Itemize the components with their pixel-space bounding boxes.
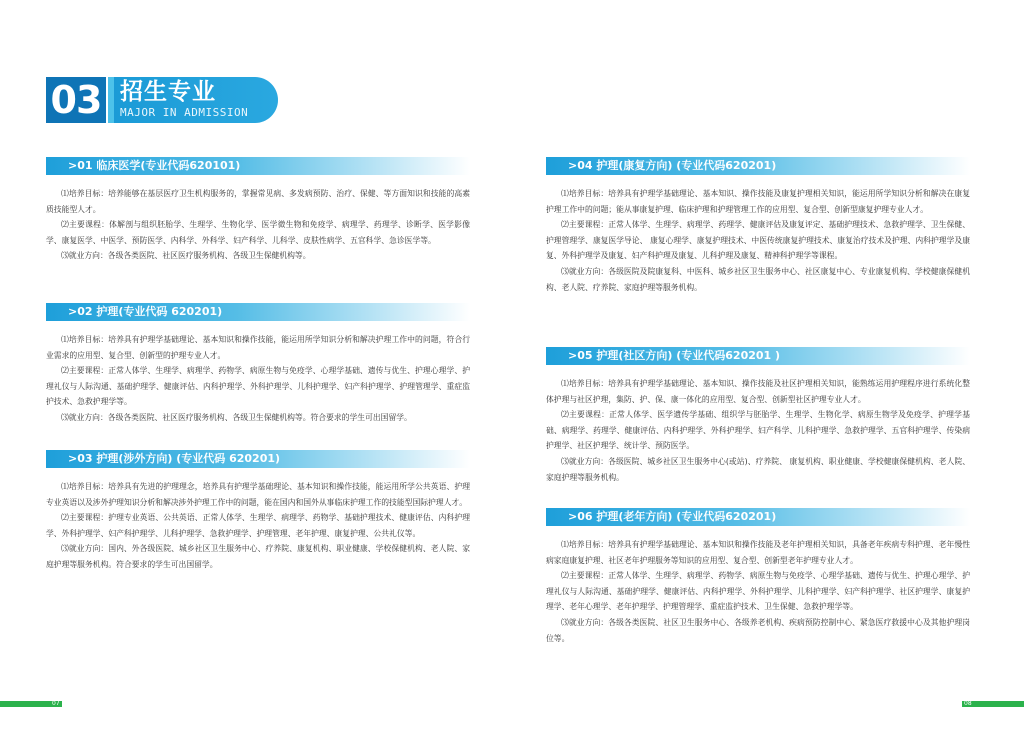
- header-bar-accent: [108, 77, 114, 123]
- section-title-02: >02 护理(专业代码 620201): [46, 303, 470, 321]
- section-title-03: >03 护理(涉外方向) (专业代码 620201): [46, 450, 470, 468]
- section-body-02: [46, 332, 470, 426]
- page-number: 07: [52, 700, 60, 707]
- paragraph: ⑴培养目标：培养具有护理学基础理论、基本知识、操作技能及社区护理相关知识，能熟练运用护理程序进行系统化整体护理与社区护理，集防、护、保、康一体化的应用型、复合型、创新型社区护理专业人才。: [546, 379, 970, 404]
- section-body-06: [546, 537, 970, 646]
- section-body-03: [46, 479, 470, 573]
- paragraph: ⑶就业方向：各级医院及院康复科、中医科、城乡社区卫生服务中心、社区康复中心、专业康复机构、学校健康保健机构、老人院、疗养院、家庭护理等服务机构。: [546, 266, 970, 292]
- header-subtitle: MAJOR IN ADMISSION: [120, 106, 249, 119]
- paragraph: ⑵主要课程：正常人体学、生理学、病理学、药物学、病原生物与免疫学、心理学基础、遗传与优生、护理心理学、护理礼仪与人际沟通、基础护理学、健康评估、内科护理学、外科护理学、儿科护理学、妇产科护理学、社区护理学、康复护理学、老年心理学、老年护理学、护理管理学、重症监护技术、卫生保健、急救护理学等。: [546, 571, 970, 612]
- page-number: 08: [964, 700, 972, 707]
- paragraph: ⑶就业方向：国内、外各级医院、城乡社区卫生服务中心、疗养院、康复机构、职业健康、学校保健机构、老人院、家庭护理等服务机构。符合要求的学生可出国留学。: [46, 544, 470, 569]
- paragraph: ⑵主要课程：正常人体学、生理学、病理学、药理学、健康评估及康复评定、基础护理技术、急救护理学、卫生保健、护理管理学、康复医学导论、 康复心理学、康复护理技术、中医传统康复护理技术、康复治疗技术及护理、内科护理学及康复、外科护理学及康复、妇产科护理及康复、儿科护理及康复、精神科护理学等课程。: [546, 220, 970, 261]
- paragraph: ⑴培养目标：培养具有护理学基础理论、基本知识和操作技能，能运用所学知识分析和解决护理工作中的问题，符合行业需求的应用型、复合型、创新型的护理专业人才。: [46, 335, 470, 360]
- section-body-04: [546, 186, 970, 295]
- paragraph: ⑴培养目标：培养具有先进的护理理念，培养具有护理学基础理论、基本知识和操作技能，能运用所学公共英语、护理专业英语以及涉外护理知识分析和解决涉外护理工作中的问题，能在国内和国外从事临床护理工作的技能型国际护理人才。: [46, 482, 470, 507]
- section-title-06: >06 护理(老年方向) (专业代码620201): [546, 508, 970, 526]
- section-title-04: >04 护理(康复方向) (专业代码620201): [546, 157, 970, 175]
- paragraph: ⑵主要课程：护理专业英语、公共英语、正常人体学、生理学、病理学、药物学、基础护理技术、健康评估、内科护理学、外科护理学、妇产科护理学、儿科护理学、急救护理学、护理管理、老年护理、康复护理、公共礼仪等。: [46, 513, 470, 538]
- paragraph: ⑵主要课程：正常人体学、医学遗传学基础、组织学与胚胎学、生理学、生物化学、病原生物学及免疫学、护理学基础、病理学、药理学、健康评估、内科护理学、外科护理学、妇产科学、儿科护理学、急救护理学、五官科护理学、传染病护理学、社区护理学、统计学、预防医学。: [546, 410, 970, 451]
- header-number: 03: [46, 77, 106, 123]
- paragraph: ⑶就业方向：各级各类医院、社区医疗服务机构、各级卫生保健机构等。符合要求的学生可出国留学。: [61, 412, 412, 422]
- section-body-01: [46, 186, 470, 264]
- paragraph: ⑶就业方向：各级医院、城乡社区卫生服务中心(或站)、疗养院、 康复机构、职业健康、学校健康保健机构、老人院、家庭护理等服务机构。: [546, 456, 970, 482]
- paragraph: ⑵主要课程：体解剖与组织胚胎学、生理学、生物化学、医学微生物和免疫学、病理学、药理学、诊断学、医学影像学、康复医学、中医学、预防医学、内科学、外科学、妇产科学、儿科学、皮肤性病学、五官科学、急诊医学等。: [46, 220, 470, 245]
- paragraph: ⑶就业方向：各级各类医院、社区医疗服务机构、各级卫生保健机构等。: [61, 251, 311, 261]
- footer-line: [0, 701, 54, 707]
- paragraph: ⑴培养目标：培养具有护理学基础理论、基本知识、操作技能及康复护理相关知识，能运用所学知识分析和解决在康复护理工作中的问题；能从事康复护理、临床护理和护理管理工作的应用型、复合型、创新型康复护理专业人才。: [546, 189, 970, 214]
- footer-line: [970, 701, 1024, 707]
- paragraph: ⑶就业方向：各级各类医院、社区卫生服务中心、各级养老机构、疾病预防控制中心、紧急医疗救援中心及其他护理岗位等。: [546, 617, 970, 643]
- section-header: [46, 77, 278, 123]
- section-title-05: >05 护理(社区方向) (专业代码620201 ): [546, 347, 970, 365]
- section-body-05: [546, 376, 970, 485]
- paragraph: ⑴培养目标：培养能够在基层医疗卫生机构服务的，掌握常见病、多发病预防、治疗、保健、等方面知识和技能的高素质技能型人才。: [46, 189, 470, 214]
- right-page: [512, 0, 1024, 744]
- header-title: 招生专业: [120, 79, 216, 105]
- paragraph: ⑵主要课程：正常人体学、生理学、病理学、药物学、病原生物与免疫学、心理学基础、遗传与优生、护理心理学、护理礼仪与人际沟通、基础护理学、健康评估、内科护理学、外科护理学、儿科护理学、妇产科护理学、护理管理学、重症监护技术、急救护理学等。: [46, 366, 470, 407]
- section-title-01: >01 临床医学(专业代码620101): [46, 157, 470, 175]
- paragraph: ⑴培养目标：培养具有护理学基础理论、基本知识和操作技能及老年护理相关知识，具备老年疾病专科护理、老年慢性病家庭康复护理、社区老年护理服务等知识的应用型、复合型、创新型老年护理专业人才。: [546, 540, 970, 565]
